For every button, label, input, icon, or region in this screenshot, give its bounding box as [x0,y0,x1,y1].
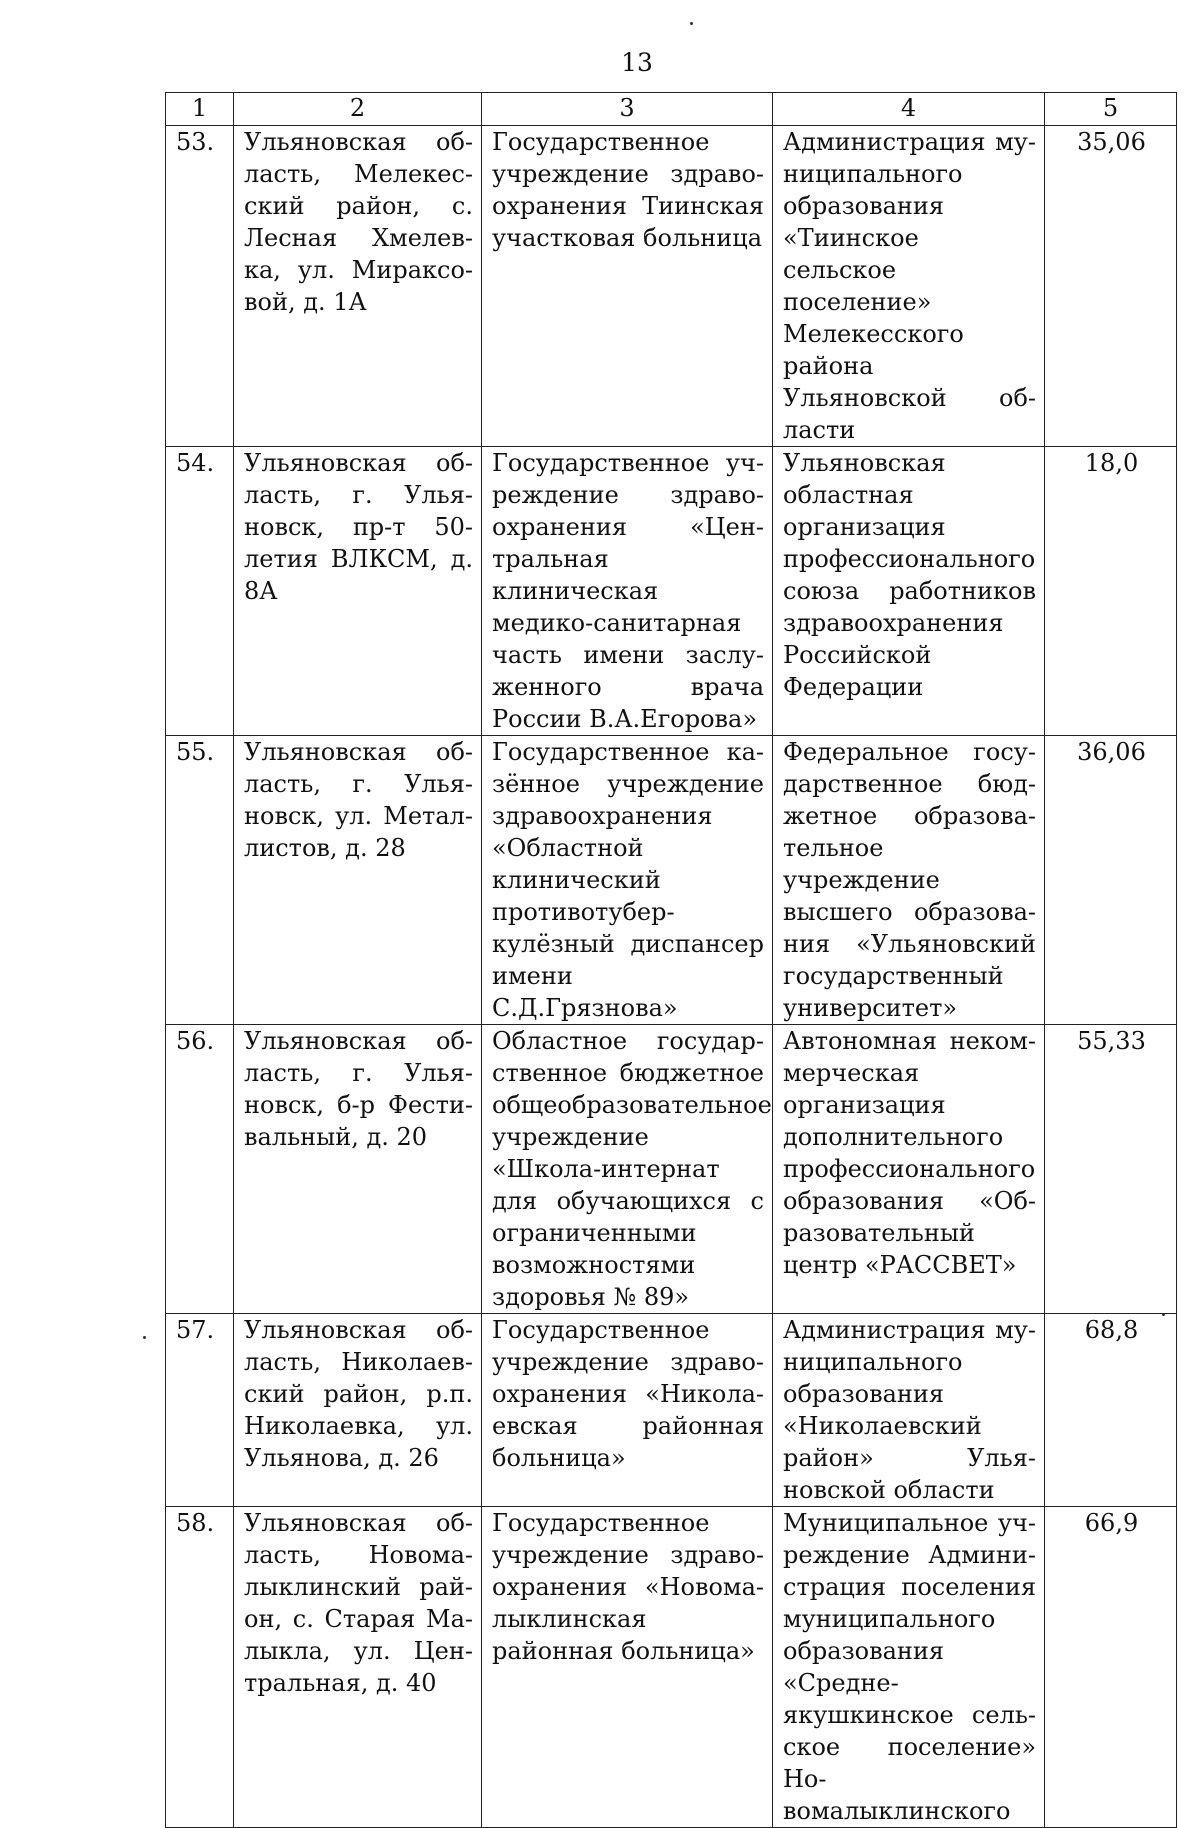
address-cell: Ульяновская область, г. Ульяновск, б-р Фестивальный, д. 20 [234,1025,482,1314]
tenant-cell: Автономная некоммерческая организация дополнительного профессионального образования «Образовательный центр «РАССВЕТ» [773,1025,1045,1314]
row-number: 57. [166,1314,234,1507]
area-cell: 66,9 [1045,1507,1177,1828]
column-number-2: 2 [234,93,482,126]
table-row [166,1314,1177,1507]
table-row [166,126,1177,447]
area-cell: 35,06 [1045,126,1177,447]
column-number-1: 1 [166,93,234,126]
tenant-cell: Ульяновская областная организация профессионального союза работников здравоохранения Российской Федерации [773,447,1045,736]
institution-cell: Областное государственное бюджетное общеобразовательное учреждение «Школа-интернат для обучающихся с ограниченными возможностями здоровья № 89» [482,1025,773,1314]
scan-speck [690,22,693,25]
area-cell: 68,8 [1045,1314,1177,1507]
row-number: 55. [166,736,234,1025]
institution-cell: Государственное учреждение здравоохранения «Центральная клиническая медико-санитарная часть имени заслуженного врача России В.А.Егорова» [482,447,773,736]
row-number: 58. [166,1507,234,1828]
registry-table [165,92,1177,1828]
table-row [166,1507,1177,1828]
address-cell: Ульяновская область, г. Ульяновск, ул. Металлистов, д. 28 [234,736,482,1025]
column-number-5: 5 [1045,93,1177,126]
tenant-cell: Администрация муниципального образования «Тиинское сельское поселение» Мелекесского района Ульяновской области [773,126,1045,447]
row-number: 54. [166,447,234,736]
area-cell: 55,33 [1045,1025,1177,1314]
scan-speck [143,1336,146,1339]
row-number: 56. [166,1025,234,1314]
address-cell: Ульяновская область, Новомалыклинский район, с. Старая Малыкла, ул. Центральная, д. 40 [234,1507,482,1828]
institution-cell: Государственное казённое учреждение здравоохранения «Областной клинический противотуберкулёзный диспансер имени С.Д.Грязнова» [482,736,773,1025]
column-number-3: 3 [482,93,773,126]
area-cell: 36,06 [1045,736,1177,1025]
address-cell: Ульяновская область, Мелекесский район, с. Лесная Хмелевка, ул. Мираксовой, д. 1А [234,126,482,447]
table-row [166,447,1177,736]
tenant-cell: Администрация муниципального образования «Николаевский район» Ульяновской области [773,1314,1045,1507]
tenant-cell: Муниципальное учреждение Администрация поселения муниципального образования «Среднеякушкинское сельское поселение» Новомалыклинского [773,1507,1045,1828]
row-number: 53. [166,126,234,447]
table-row [166,736,1177,1025]
institution-cell: Государственное учреждение здравоохранения Тиинская участковая больница [482,126,773,447]
area-cell: 18,0 [1045,447,1177,736]
page-number: 13 [621,48,653,77]
address-cell: Ульяновская область, г. Ульяновск, пр-т 50-летия ВЛКСМ, д. 8А [234,447,482,736]
table-row [166,1025,1177,1314]
column-number-row [166,93,1177,126]
institution-cell: Государственное учреждение здравоохранения «Новомалыклинская районная больница» [482,1507,773,1828]
column-number-4: 4 [773,93,1045,126]
address-cell: Ульяновская область, Николаевский район, р.п. Николаевка, ул. Ульянова, д. 26 [234,1314,482,1507]
tenant-cell: Федеральное государственное бюджетное образовательное учреждение высшего образования «Ульяновский государственный университет» [773,736,1045,1025]
institution-cell: Государственное учреждение здравоохранения «Николаевская районная больница» [482,1314,773,1507]
